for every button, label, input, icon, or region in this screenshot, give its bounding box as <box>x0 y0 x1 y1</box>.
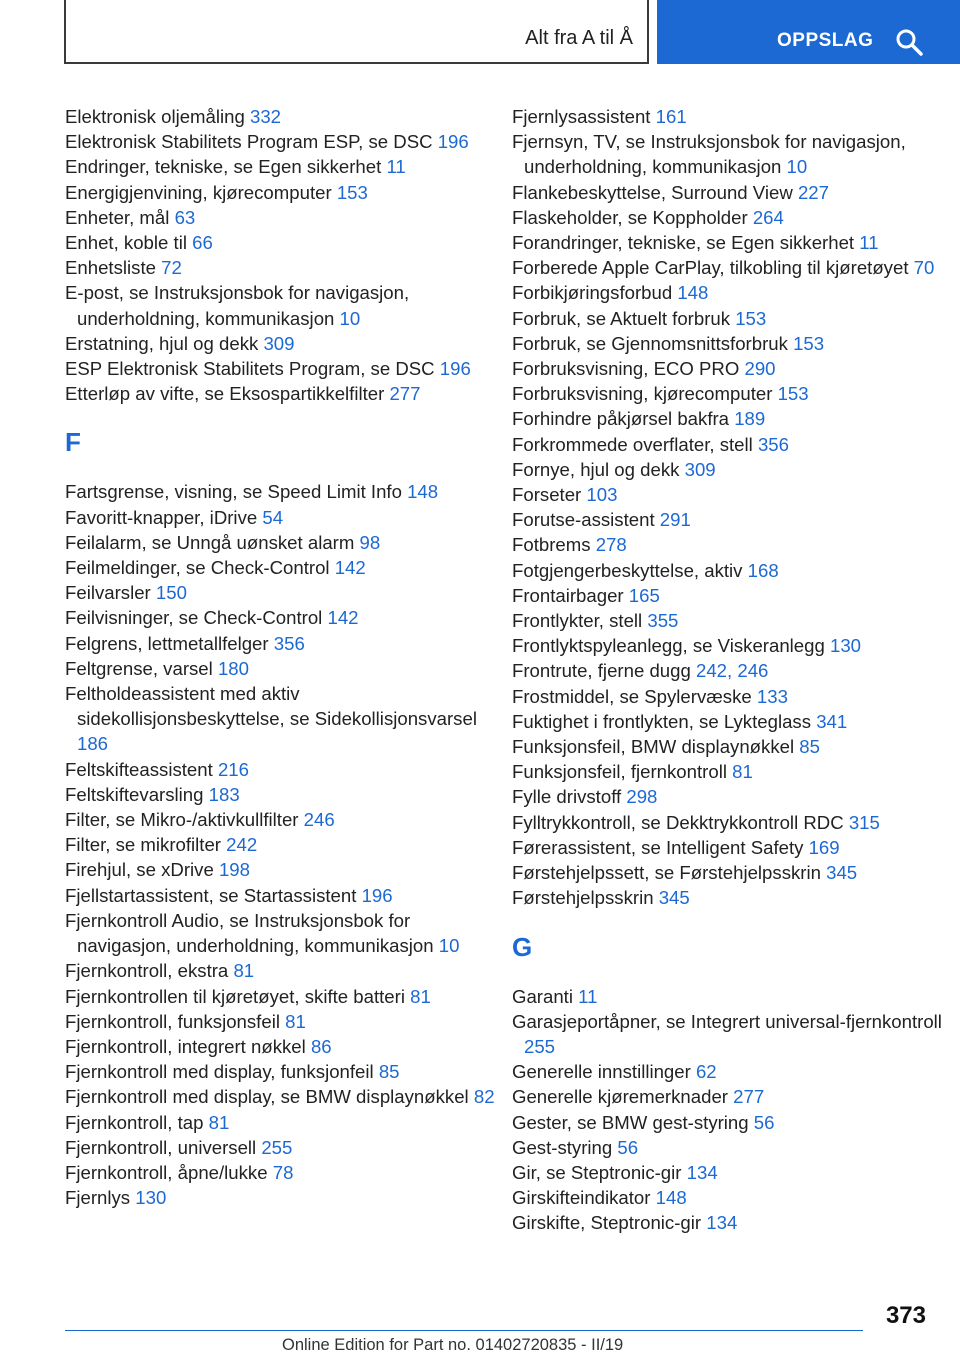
page-link[interactable]: 54 <box>262 506 284 528</box>
index-entry-term: Feltholdeassistent med aktiv sidekollisjonsbeskyttelse, se Sidekollisjonsvarsel <box>65 683 477 730</box>
index-entry-term: Endringer, tekniske, se Egen sikkerhet <box>65 156 387 178</box>
index-entry <box>512 583 942 608</box>
index-entry <box>512 1059 942 1084</box>
index-entry-term: Generelle kjøremerknader <box>512 1086 734 1108</box>
index-entry <box>65 381 495 406</box>
page-link[interactable]: 198 <box>218 859 250 881</box>
page-link[interactable]: 134 <box>686 1161 718 1183</box>
index-entry-term: Forkrommede overflater, stell <box>512 433 758 455</box>
index-entry <box>512 507 942 532</box>
index-entry <box>65 984 495 1009</box>
index-entry <box>65 857 495 882</box>
page-link[interactable]: 62 <box>695 1061 717 1083</box>
page-link[interactable]: 142 <box>327 607 359 629</box>
page-link[interactable]: 148 <box>677 282 709 304</box>
index-entry <box>512 381 942 406</box>
index-entry <box>512 482 942 507</box>
page-link[interactable]: 309 <box>684 458 716 480</box>
page-link[interactable]: 78 <box>272 1161 294 1183</box>
index-entry-term: Flankebeskyttelse, Surround View <box>512 181 798 203</box>
page-number: 373 <box>885 1302 926 1329</box>
index-entry <box>512 1160 942 1185</box>
index-entry <box>512 860 942 885</box>
page-link[interactable]: 81 <box>410 985 431 1007</box>
index-entry-term: Funksjonsfeil, BMW displaynøkkel <box>512 736 800 758</box>
page-link[interactable]: 81 <box>233 960 255 982</box>
page-link[interactable]: 255 <box>524 1035 556 1057</box>
index-entry <box>65 530 495 555</box>
index-entry <box>65 1084 495 1109</box>
index-entry <box>65 631 495 656</box>
index-entry-term: Fjernkontroll, funksjonsfeil <box>65 1010 286 1032</box>
index-entry <box>65 505 495 530</box>
index-entry-term: Frontrute, fjerne dugg <box>512 660 696 682</box>
index-entry <box>65 605 495 630</box>
index-entry-term: Fjernlys <box>65 1187 136 1209</box>
index-entry-term: Girskifte, Steptronic-gir <box>512 1212 707 1234</box>
page-link[interactable]: 130 <box>135 1187 167 1209</box>
index-entry <box>65 1059 495 1084</box>
index-entry-term: Fotgjengerbeskyttelse, aktiv <box>512 559 748 581</box>
index-entry <box>65 1135 495 1160</box>
page-link[interactable]: 153 <box>735 307 767 329</box>
index-entry-term: Garanti <box>512 985 579 1007</box>
index-column-left <box>65 104 495 1210</box>
index-entry <box>512 835 942 860</box>
index-entry-term: Forbruk, se Aktuelt forbruk <box>512 307 736 329</box>
index-entry-term: Frostmiddel, se Spylervæske <box>512 685 757 707</box>
page-link[interactable]: 56 <box>617 1136 639 1158</box>
page-link[interactable]: 196 <box>361 884 393 906</box>
page-link[interactable]: 246 <box>303 809 335 831</box>
index-entry <box>512 180 942 205</box>
index-entry-term: Fjernkontroll, integrert nøkkel <box>65 1035 311 1057</box>
page-link[interactable]: 169 <box>808 836 840 858</box>
page-link[interactable]: 10 <box>786 156 808 178</box>
index-entry-term: Forbikjøringsforbud <box>512 282 678 304</box>
page-link-separator: , <box>727 660 738 682</box>
index-entry <box>512 1084 942 1109</box>
index-entry <box>512 885 942 910</box>
page-link[interactable]: 133 <box>756 685 788 707</box>
index-entry-term: Felgrens, lettmetallfelger <box>65 632 274 654</box>
page-link[interactable]: 81 <box>285 1010 306 1032</box>
index-entry-term: Garasjeportåpner, se Integrert universal-fjernkontroll <box>512 1010 942 1032</box>
index-entry <box>65 331 495 356</box>
index-entry <box>65 555 495 580</box>
page-link[interactable]: 81 <box>208 1111 230 1133</box>
index-entry-term: Enheter, mål <box>65 206 175 228</box>
index-entry-term: Fuktighet i frontlykten, se Lykteglass <box>512 710 817 732</box>
index-entry-term: Fjernkontroll med display, funksjonfeil <box>65 1061 379 1083</box>
page-link[interactable]: 142 <box>334 557 366 579</box>
index-column-right <box>512 104 942 1236</box>
index-entry-term: Fjernkontrollen til kjøretøyet, skifte batteri <box>65 985 411 1007</box>
index-entry-term: Girskifteindikator <box>512 1187 656 1209</box>
page-link[interactable]: 242 <box>695 660 728 682</box>
index-entry <box>512 633 942 658</box>
index-entry <box>65 1185 495 1210</box>
index-entry <box>65 832 495 857</box>
page-link[interactable]: 277 <box>733 1086 765 1108</box>
index-entry <box>65 908 495 958</box>
page-link[interactable]: 278 <box>595 534 627 556</box>
index-entry-term: Feilvisninger, se Check-Control <box>65 607 328 629</box>
index-entry-term: Førstehjelpsskrin <box>512 887 659 909</box>
index-entry <box>65 883 495 908</box>
index-entry <box>512 608 942 633</box>
index-entry <box>65 1110 495 1135</box>
page-link[interactable]: 86 <box>310 1035 332 1057</box>
page-link[interactable]: 298 <box>626 786 658 808</box>
page-link[interactable]: 291 <box>659 509 691 531</box>
index-entry <box>65 807 495 832</box>
page-link[interactable]: 153 <box>336 181 368 203</box>
index-entry <box>512 1009 942 1059</box>
index-entry-term: Fjernkontroll, universell <box>65 1136 262 1158</box>
page-link[interactable]: 341 <box>816 710 848 732</box>
page-link[interactable]: 345 <box>658 887 690 909</box>
page-link[interactable]: 11 <box>578 985 598 1007</box>
page-link[interactable]: 63 <box>174 206 196 228</box>
index-entry-term: Forbruksvisning, kjørecomputer <box>512 383 778 405</box>
page-link[interactable]: 242 <box>226 834 258 856</box>
index-entry <box>512 532 942 557</box>
index-entry <box>512 759 942 784</box>
index-entry <box>65 681 495 757</box>
index-entry-term: Gir, se Steptronic-gir <box>512 1161 687 1183</box>
oppslag-tab-label: OPPSLAG <box>777 30 874 51</box>
index-entry <box>512 1185 942 1210</box>
index-entry-term: Favoritt-knapper, iDrive <box>65 506 263 528</box>
page-link[interactable]: 277 <box>389 383 421 405</box>
page-link[interactable]: 165 <box>628 584 660 606</box>
page-link[interactable]: 183 <box>208 783 240 805</box>
index-entry <box>512 255 942 280</box>
index-entry <box>65 782 495 807</box>
index-entry <box>65 1009 495 1034</box>
index-entry-term: Gest-styring <box>512 1136 618 1158</box>
index-entry-term: Fylle drivstoff <box>512 786 627 808</box>
index-entry-term: Enhet, koble til <box>65 232 193 254</box>
index-entry <box>512 457 942 482</box>
index-entry <box>512 734 942 759</box>
index-entry-term: Forbruksvisning, ECO PRO <box>512 358 745 380</box>
index-entry-term: Fjernkontroll med display, se BMW displaynøkkel <box>65 1086 474 1108</box>
index-entry-term: Energigjenvining, kjørecomputer <box>65 181 337 203</box>
index-entry-term: Fjellstartassistent, se Startassistent <box>65 884 362 906</box>
page-link[interactable]: 148 <box>407 481 439 503</box>
index-entry-term: Fjernkontroll, åpne/lukke <box>65 1161 273 1183</box>
page-link[interactable]: 153 <box>777 383 809 405</box>
index-entry-term: Fornye, hjul og dekk <box>512 458 685 480</box>
index-entry-term: Funksjonsfeil, fjernkontroll <box>512 761 733 783</box>
index-entry-term: Feilmeldinger, se Check-Control <box>65 557 335 579</box>
index-entry-term: Fotbrems <box>512 534 596 556</box>
page-link[interactable]: 332 <box>249 106 282 127</box>
index-entry-term: Fjernkontroll, ekstra <box>65 960 234 982</box>
page-link[interactable]: 315 <box>848 811 880 833</box>
index-entry-term: Forseter <box>512 484 587 506</box>
page-link[interactable]: 103 <box>586 484 618 506</box>
page-link[interactable]: 85 <box>799 736 820 758</box>
page-link[interactable]: 85 <box>378 1061 400 1083</box>
index-entry <box>512 684 942 709</box>
page-link[interactable]: 161 <box>655 106 687 127</box>
page-link[interactable]: 11 <box>386 156 406 178</box>
index-entry-term: Forberede Apple CarPlay, tilkobling til kjøretøyet <box>512 257 914 279</box>
index-entry-term: Fjernlysassistent <box>512 106 656 127</box>
section-label: Alt fra A til Å <box>525 27 633 49</box>
index-entry-term: Fjernkontroll, tap <box>65 1111 209 1133</box>
page-link[interactable]: 227 <box>797 181 829 203</box>
page-link[interactable]: 70 <box>913 257 935 279</box>
index-entry <box>512 356 942 381</box>
letter-spacer <box>512 967 942 984</box>
page-link[interactable]: 150 <box>155 582 187 604</box>
index-entry <box>512 1135 942 1160</box>
page-link[interactable]: 148 <box>655 1187 687 1209</box>
page-link[interactable]: 168 <box>747 559 779 581</box>
page-link[interactable]: 246 <box>737 660 769 682</box>
index-entry-term: Gester, se BMW gest-styring <box>512 1111 754 1133</box>
index-entry <box>512 406 942 431</box>
index-entry-term: Førstehjelpssett, se Førstehjelpsskrin <box>512 862 827 884</box>
index-entry <box>65 180 495 205</box>
index-entry-term: Førerassistent, se Intelligent Safety <box>512 836 809 858</box>
index-entry-term: Feilalarm, se Unngå uønsket alarm <box>65 531 360 553</box>
index-entry-term: Fartsgrense, visning, se Speed Limit Info <box>65 481 408 503</box>
index-entry-term: Feilvarsler <box>65 582 156 604</box>
index-entry <box>65 255 495 280</box>
index-entry-term: Etterløp av vifte, se Eksospartikkelfilter <box>65 383 390 405</box>
index-entry <box>65 104 495 129</box>
page-link[interactable]: 153 <box>793 332 825 354</box>
page-link[interactable]: 356 <box>273 632 305 654</box>
page-link[interactable]: 355 <box>647 610 679 632</box>
section-header <box>64 0 649 64</box>
page-link[interactable]: 10 <box>438 935 460 957</box>
page-link[interactable]: 10 <box>339 307 361 329</box>
index-entry-term: Enhetsliste <box>65 257 162 279</box>
index-entry-term: E-post, se Instruksjonsbok for navigasjon, underholdning, kommunikasjon <box>65 282 410 329</box>
index-entry-term: Elektronisk oljemåling <box>65 106 250 127</box>
letter-spacer <box>65 462 495 479</box>
index-entry-term: Forutse-assistent <box>512 509 660 531</box>
page-link[interactable]: 82 <box>473 1086 495 1108</box>
index-entry <box>65 958 495 983</box>
footer-divider <box>65 1330 863 1331</box>
page-link[interactable]: 98 <box>359 531 381 553</box>
index-entry <box>512 1210 942 1235</box>
index-entry <box>512 205 942 230</box>
page-link[interactable]: 216 <box>217 758 249 780</box>
index-entry <box>65 1034 495 1059</box>
page-link[interactable]: 309 <box>263 332 295 354</box>
index-entry <box>512 810 942 835</box>
index-letter-heading: F <box>65 427 81 458</box>
index-entry-term: Filter, se Mikro-/aktivkullfilter <box>65 809 304 831</box>
page-link[interactable]: 72 <box>161 257 182 279</box>
index-entry-term: Generelle innstillinger <box>512 1061 696 1083</box>
index-entry <box>512 306 942 331</box>
index-entry <box>65 230 495 255</box>
index-entry-term: Forandringer, tekniske, se Egen sikkerhet <box>512 232 860 254</box>
index-entry-term: ESP Elektronisk Stabilitets Program, se DSC <box>65 358 440 380</box>
index-entry-term: Fylltrykkontroll, se Dekktrykkontroll RDC <box>512 811 849 833</box>
page-link[interactable]: 66 <box>192 232 213 254</box>
index-entry-term: Fjernkontroll Audio, se Instruksjonsbok for navigasjon, underholdning, kommunikasjon <box>65 909 439 957</box>
index-entry-term: Feltgrense, varsel <box>65 657 218 679</box>
index-entry-term: Fjernsyn, TV, se Instruksjonsbok for navigasjon, underholdning, kommunikasjon <box>512 131 906 178</box>
index-entry <box>512 230 942 255</box>
page-link[interactable]: 11 <box>859 232 879 254</box>
index-entry <box>65 580 495 605</box>
index-entry <box>65 356 495 381</box>
page-link[interactable]: 180 <box>217 657 249 679</box>
index-entry-term: Frontairbager <box>512 584 629 606</box>
index-entry-term: Forbruk, se Gjennomsnittsforbruk <box>512 332 794 354</box>
index-entry <box>65 154 495 179</box>
page-link[interactable]: 130 <box>830 635 862 657</box>
index-entry <box>512 784 942 809</box>
index-entry-term: Filter, se mikrofilter <box>65 834 227 856</box>
index-entry-term: Firehjul, se xDrive <box>65 859 219 881</box>
page-link[interactable]: 81 <box>732 761 753 783</box>
index-entry-term: Elektronisk Stabilitets Program ESP, se DSC <box>65 131 438 153</box>
page-link[interactable]: 196 <box>439 358 471 380</box>
oppslag-tab[interactable] <box>657 0 960 64</box>
index-entry <box>512 984 942 1009</box>
index-entry-term: Feltskifteassistent <box>65 758 218 780</box>
index-entry <box>512 709 942 734</box>
index-entry-term: Erstatning, hjul og dekk <box>65 332 264 354</box>
page-link[interactable]: 196 <box>437 131 469 153</box>
index-entry <box>512 280 942 305</box>
index-entry-term: Forhindre påkjørsel bakfra <box>512 408 735 430</box>
page-link[interactable]: 134 <box>706 1212 738 1234</box>
page-link[interactable]: 356 <box>757 433 789 455</box>
index-entry <box>512 104 942 129</box>
page-link[interactable]: 264 <box>752 206 784 228</box>
index-letter-heading: G <box>512 931 533 962</box>
page-link[interactable]: 345 <box>826 862 858 884</box>
page-link[interactable]: 189 <box>734 408 766 430</box>
index-entry <box>512 129 942 179</box>
index-entry <box>512 331 942 356</box>
index-entry <box>512 432 942 457</box>
index-entry <box>65 1160 495 1185</box>
index-entry-term: Feltskiftevarsling <box>65 783 209 805</box>
index-entry-term: Frontlykter, stell <box>512 610 648 632</box>
search-icon[interactable] <box>895 28 925 58</box>
index-entry <box>65 129 495 154</box>
page-link[interactable]: 290 <box>744 358 776 380</box>
index-entry <box>65 205 495 230</box>
index-entry <box>512 1110 942 1135</box>
index-entry-term: Frontlyktspyleanlegg, se Viskeranlegg <box>512 635 830 657</box>
page-link[interactable]: 255 <box>261 1136 293 1158</box>
index-entry <box>65 757 495 782</box>
index-entry <box>65 656 495 681</box>
index-entry-term: Flaskeholder, se Koppholder <box>512 206 753 228</box>
page-link[interactable]: 186 <box>77 733 109 755</box>
page-link[interactable]: 56 <box>753 1111 775 1133</box>
index-entry <box>512 558 942 583</box>
footer-edition-text: Online Edition for Part no. 01402720835 - II/19 <box>282 1336 624 1354</box>
index-entry <box>65 280 495 330</box>
index-entry <box>65 479 495 504</box>
index-entry <box>512 658 942 683</box>
